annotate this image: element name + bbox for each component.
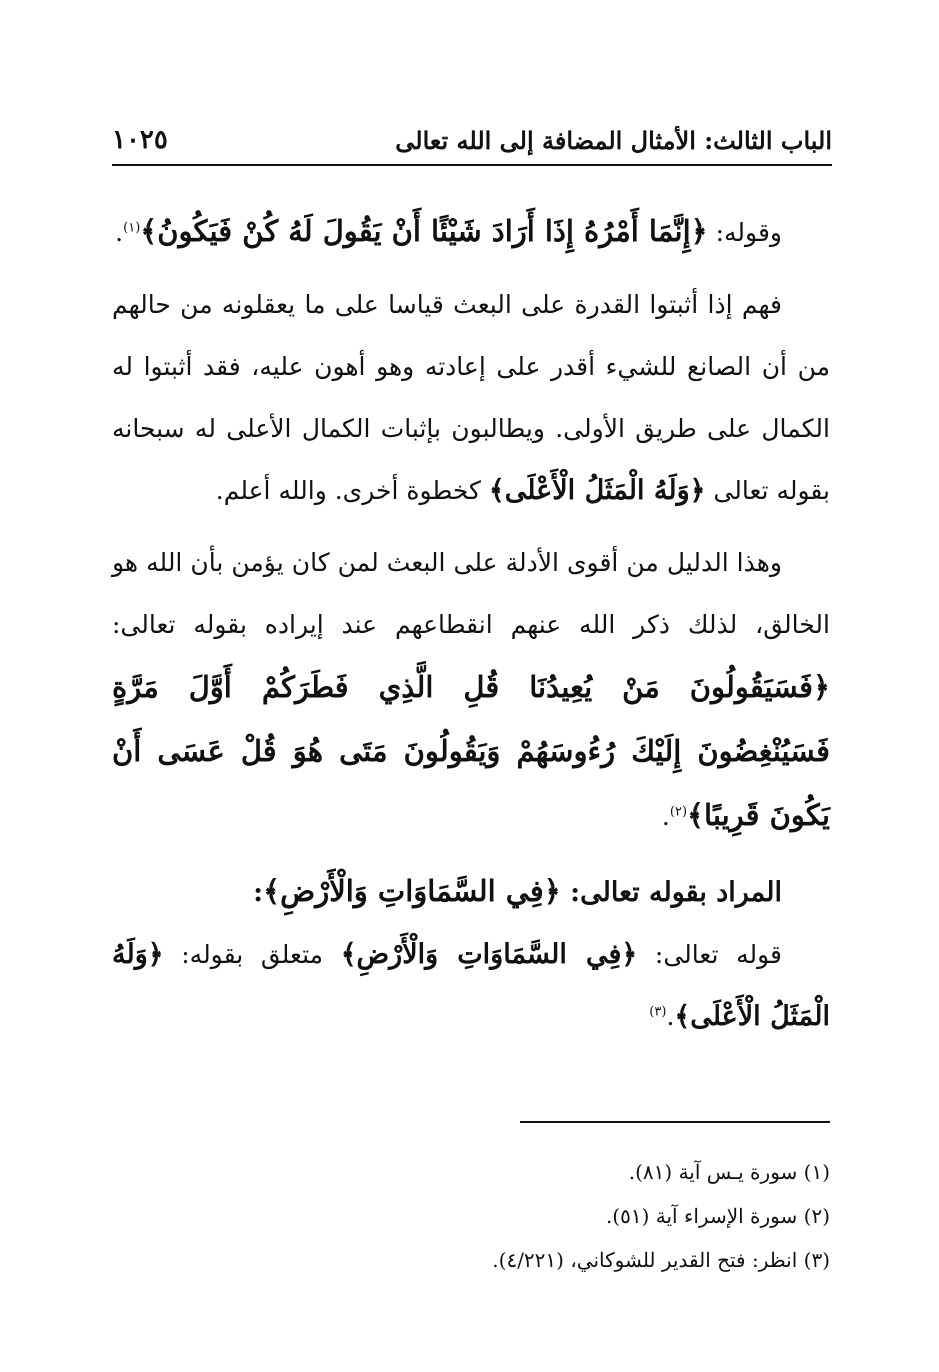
footnote-2: (٢) سورة الإسراء آية (٥١). xyxy=(605,1204,830,1228)
quran-verse-1: ﴿إِنَّمَا أَمْرُهُ إِذَا أَرَادَ شَيْئًا أَنْ يَقُولَ لَهُ كُنْ فَيَكُونُ﴾ xyxy=(140,214,708,248)
footnote-ref-1: (١) xyxy=(123,220,141,236)
section-heading-end: : xyxy=(253,877,264,908)
paragraph-3 xyxy=(112,532,830,848)
header-rule xyxy=(112,164,832,166)
running-title: الباب الثالث: الأمثال المضافة إلى الله تعالى xyxy=(395,125,832,155)
paragraph-4-lead: قوله تعالى: xyxy=(637,940,782,969)
paragraph-4-end: . xyxy=(666,1002,675,1031)
paragraph-2 xyxy=(112,274,830,522)
footnote-1: (١) سورة يـس آية (٨١). xyxy=(628,1160,830,1184)
paragraph-1 xyxy=(112,200,830,264)
paragraph-2-text-2: كخطوة أخرى. والله أعلم. xyxy=(215,476,489,505)
paragraph-1-end: . xyxy=(115,218,124,247)
footnote-3: (٣) انظر: فتح القدير للشوكاني، (٤/٢٢١). xyxy=(492,1248,830,1272)
footnotes xyxy=(300,1150,830,1282)
paragraph-3-text-1: وهذا الدليل من أقوى الأدلة على البعث لمن كان يؤمن بأن الله هو الخالق، لذلك ذكر الله عنهم انقطاعهم عند إيراده بقوله تعالى: xyxy=(112,548,830,639)
quran-verse-3: ﴿فَسَيَقُولُونَ مَنْ يُعِيدُنَا قُلِ الَّذِي فَطَرَكُمْ أَوَّلَ مَرَّةٍ فَسَيُنْغِضُونَ إِلَيْكَ رُءُوسَهُمْ وَيَقُولُونَ مَتَى هُوَ قُلْ عَسَى أَنْ يَكُونَ قَرِيبًا﴾ xyxy=(112,670,830,832)
page-header xyxy=(112,118,832,162)
section-heading xyxy=(112,860,830,924)
paragraph-4 xyxy=(112,924,830,1048)
paragraph-3-end: . xyxy=(661,802,670,831)
paragraph-1-lead: وقوله: xyxy=(707,218,782,247)
footnote-ref-3: (٣) xyxy=(649,1004,667,1020)
paragraph-4-mid: متعلق بقوله: xyxy=(163,940,341,969)
section-heading-verse: ﴿فِي السَّمَاوَاتِ وَالْأَرْضِ﴾ xyxy=(263,874,561,908)
footnote-ref-2: (٢) xyxy=(669,804,688,820)
quran-verse-4: ﴿فِي السَّمَاوَاتِ وَالْأَرْضِ﴾ xyxy=(340,939,638,970)
footnote-separator xyxy=(520,1121,830,1123)
paragraph-2-text-1: فهم إذا أثبتوا القدرة على البعث قياسا على ما يعقلونه من حالهم من أن الصانع للشيء أقدر على إعادته وهو أهون عليه، فقد أثبتوا له الكمال على طريق الأولى. ويطالبون بإثبات الكمال الأعلى له سبحانه بقوله تعالى xyxy=(112,290,830,505)
quran-verse-5: ﴿وَلَهُ الْمَثَلُ الْأَعْلَى﴾ xyxy=(112,939,830,1032)
section-heading-lead: المراد بقوله تعالى: xyxy=(560,877,782,908)
page-number: ١٠٢٥ xyxy=(112,125,168,155)
quran-verse-2: ﴿وَلَهُ الْمَثَلُ الْأَعْلَى﴾ xyxy=(488,475,706,506)
page-body xyxy=(112,200,830,1048)
